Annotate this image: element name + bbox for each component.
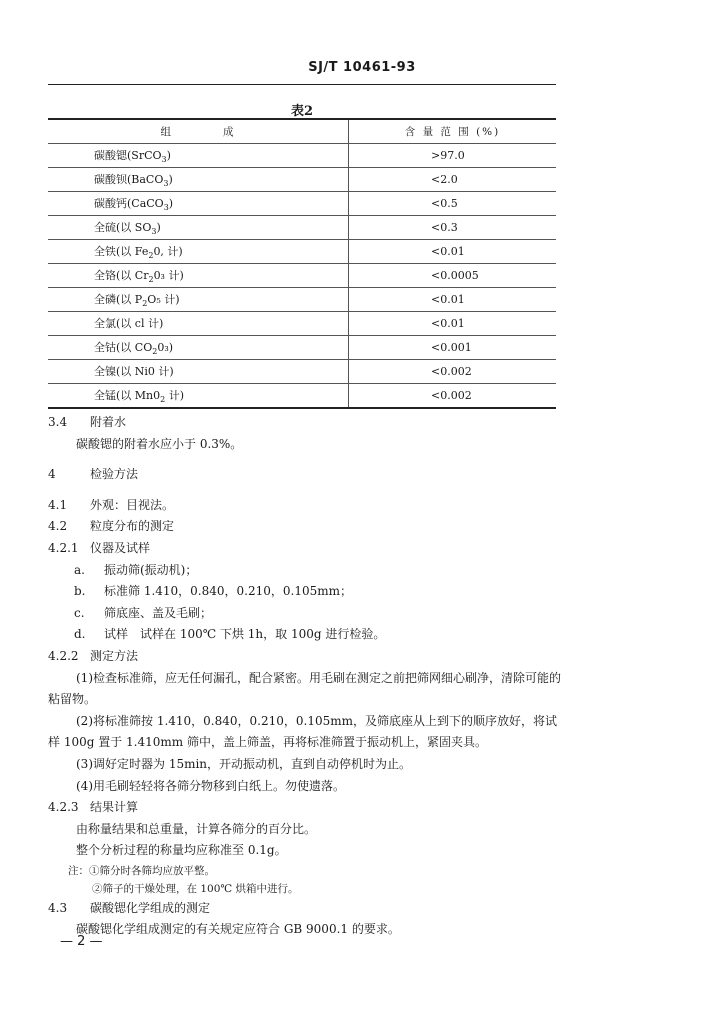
component-name: 碳酸钙(CaCO: [94, 196, 164, 210]
document-header: SJ/T 10461-93: [308, 60, 416, 75]
range-cell: <2.0: [349, 168, 557, 192]
component-name: 全钴(以 CO: [94, 340, 153, 354]
header-rule: [48, 84, 556, 85]
component-name-suffix: 计): [165, 388, 185, 402]
section-title: 测定方法: [90, 648, 139, 663]
component-cell: [48, 264, 349, 288]
section-number: 4.2.3: [48, 800, 79, 815]
component-name: 全铁(以 Fe: [94, 244, 149, 258]
component-name-suffix: ): [166, 148, 171, 162]
list-item-d: [48, 624, 568, 646]
component-cell: [48, 240, 349, 264]
component-name: 全锰(以 Mn0: [94, 388, 161, 402]
section-3-4-text: 碳酸锶的附着水应小于 0.3%。: [76, 436, 243, 451]
section-title: 仪器及试样: [90, 540, 151, 555]
section-title: 附着水: [90, 415, 127, 429]
section-4-heading: [48, 464, 568, 486]
component-name-suffix: 0, 计): [153, 244, 183, 258]
component-name: 全硫(以 SO: [94, 220, 152, 234]
range-cell: <0.01: [349, 288, 557, 312]
component-cell: [48, 192, 349, 216]
table-row: [48, 288, 556, 312]
list-item-text: 试样 试样在 100℃ 下烘 1h，取 100g 进行检验。: [104, 627, 386, 642]
component-name: 碳酸钡(BaCO: [94, 172, 164, 186]
component-name-suffix: ): [168, 172, 173, 186]
range-cell: <0.001: [349, 336, 557, 360]
table-row: [48, 216, 556, 240]
section-text: 外观：目视法。: [90, 497, 175, 512]
component-name-suffix: O₅ 计): [147, 292, 180, 306]
range-cell: <0.002: [349, 360, 557, 384]
table-row: [48, 264, 556, 288]
list-item-a: [48, 560, 568, 582]
column-header-range: 含 量 范 围 (%): [349, 119, 557, 144]
section-title: 检验方法: [90, 467, 139, 482]
list-item-label: c.: [74, 605, 85, 620]
component-subscript: 3: [161, 155, 167, 165]
calculation-line-2: 整个分析过程的称量均应称准至 0.1g。: [76, 843, 287, 858]
section-title: 结果计算: [90, 800, 139, 815]
table-row: [48, 384, 556, 409]
list-item-c: [48, 603, 568, 625]
section-4-3-heading: [48, 898, 568, 920]
section-number: 4.1: [48, 497, 68, 512]
section-number: 4.2.1: [48, 540, 79, 555]
section-4-1: [48, 495, 568, 517]
component-cell: [48, 288, 349, 312]
paragraph-1: (1)检查标准筛，应无任何漏孔，配合紧密。用毛刷在测定之前把筛网细心刷净，清除可能的粘留物。: [48, 670, 562, 707]
calculation-line-1: 由称量结果和总重量，计算各筛分的百分比。: [76, 821, 317, 836]
range-cell: <0.3: [349, 216, 557, 240]
component-cell: [48, 360, 349, 384]
component-subscript: 3: [151, 227, 157, 237]
section-4-3-text: 碳酸锶化学组成测定的有关规定应符合 GB 9000.1 的要求。: [76, 922, 400, 937]
component-subscript: 2: [148, 275, 154, 285]
component-name: 碳酸锶(SrCO: [94, 148, 162, 162]
range-cell: >97.0: [349, 144, 557, 168]
component-subscript: 3: [163, 203, 169, 213]
component-name: 全磷(以 P: [94, 292, 143, 306]
range-cell: <0.002: [349, 384, 557, 409]
component-cell: [48, 384, 349, 409]
list-item-b: [48, 581, 568, 603]
component-subscript: 2: [148, 251, 154, 261]
table-row: [48, 240, 556, 264]
body-text: [48, 412, 568, 941]
table-header-row: [48, 119, 556, 144]
table-row: [48, 144, 556, 168]
section-number: 4: [48, 467, 56, 482]
list-item-text: 筛底座、盖及毛刷；: [104, 605, 213, 620]
component-subscript: 2: [142, 299, 148, 309]
range-cell: <0.0005: [349, 264, 557, 288]
section-number: 4.2: [48, 519, 68, 534]
component-subscript: 2: [160, 395, 166, 405]
note-1: 注：①筛分时各筛均应放平整。: [68, 864, 215, 877]
range-cell: <0.5: [349, 192, 557, 216]
list-item-text: 振动筛(振动机)；: [104, 562, 198, 577]
section-title: 粒度分布的测定: [90, 519, 175, 534]
table-row: [48, 192, 556, 216]
table-row: [48, 312, 556, 336]
table-row: [48, 168, 556, 192]
table-row: [48, 336, 556, 360]
range-cell: <0.01: [349, 312, 557, 336]
paragraph-4: (4)用毛刷轻轻将各筛分物移到白纸上。勿使遗落。: [76, 778, 345, 793]
table-body: [48, 144, 556, 409]
section-4-2-3-heading: [48, 797, 568, 819]
component-name-suffix: ): [156, 220, 161, 234]
paragraph-2: (2)将标准筛按 1.410，0.840，0.210，0.105mm，及筛底座从上到下的顺序放好，将试样 100g 置于 1.410mm 筛中，盖上筛盖，再将标准筛置于振动机上，紧固夹具。: [48, 713, 557, 750]
component-subscript: 2: [152, 347, 158, 357]
section-4-2-2-heading: [48, 646, 568, 668]
component-cell: [48, 312, 349, 336]
page-number: — 2 —: [60, 934, 103, 949]
table-caption: 表2: [290, 104, 314, 119]
note-2: ②筛子的干燥处理，在 100℃ 烘箱中进行。: [92, 882, 299, 895]
list-item-label: b.: [74, 584, 86, 599]
paragraph-3: (3)调好定时器为 15min，开动振动机，直到自动停机时为止。: [76, 756, 412, 771]
component-name-suffix: ): [168, 196, 174, 210]
section-3-4-heading: [48, 412, 568, 434]
section-number: 4.2.2: [48, 648, 79, 663]
component-cell: [48, 336, 349, 360]
component-cell: [48, 144, 349, 168]
component-subscript: 3: [163, 179, 169, 189]
table-row: [48, 360, 556, 384]
section-title: 碳酸锶化学组成的测定: [90, 900, 211, 915]
list-item-label: a.: [74, 562, 85, 577]
list-item-label: d.: [74, 627, 86, 642]
section-number: 3.4: [48, 415, 68, 429]
component-name-suffix: 0₃ 计): [153, 268, 184, 282]
component-cell: [48, 216, 349, 240]
component-name: 全氯(以 cl 计): [94, 316, 164, 330]
component-name: 全铬(以 Cr: [94, 268, 149, 282]
section-4-2-heading: [48, 516, 568, 538]
section-4-2-1-heading: [48, 538, 568, 560]
composition-table: [48, 118, 556, 409]
section-number: 4.3: [48, 900, 68, 915]
component-name-suffix: 0₃): [157, 340, 174, 354]
range-cell: <0.01: [349, 240, 557, 264]
component-cell: [48, 168, 349, 192]
list-item-text: 标准筛 1.410，0.840，0.210，0.105mm；: [104, 584, 352, 599]
component-name: 全镍(以 Ni0 计): [94, 364, 174, 378]
column-header-component: 组 成: [48, 119, 349, 144]
